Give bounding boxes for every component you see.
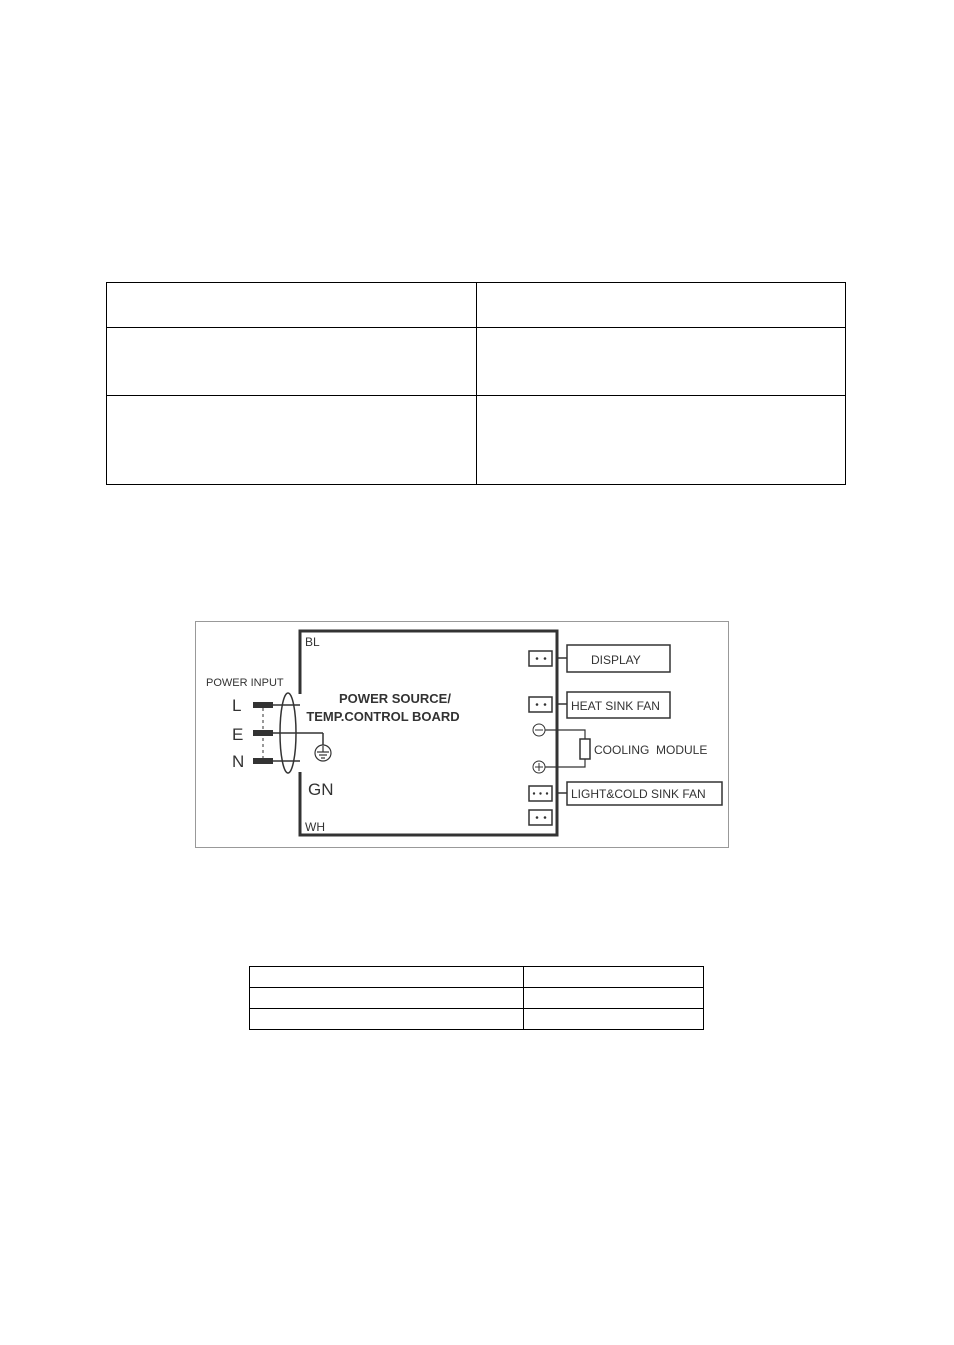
power-input-label: POWER INPUT [206,677,284,689]
table-cell [250,988,524,1009]
board-label-line1: POWER SOURCE/ [339,691,451,706]
terminal-l-pin [253,702,273,708]
wiring-diagram [195,621,729,848]
light-cold-fan-connector-icon [529,786,552,801]
table-cell [524,1009,704,1030]
table-cell [524,988,704,1009]
table-cell [250,967,524,988]
table-cell [476,328,846,396]
spec-table-lower [249,966,704,1030]
terminal-n-pin [253,758,273,764]
table-cell [524,967,704,988]
table-row [250,967,704,988]
cooling-module-label: COOLING MODULE [594,743,708,757]
table-cell [107,283,477,328]
terminal-l-label: L [232,696,242,715]
table-cell [107,396,477,485]
plus-terminal-icon [533,761,545,773]
table-row [250,988,704,1009]
terminal-e-label: E [232,725,244,744]
terminal-n-label: N [232,752,245,771]
display-connector-icon [529,651,552,666]
table-row [250,1009,704,1030]
table-cell [250,1009,524,1030]
spare-connector-icon [529,810,552,825]
wire-wh-label: WH [305,820,325,834]
light-cold-fan-label: LIGHT&COLD SINK FAN [571,787,706,801]
table-row [107,283,846,328]
ground-label: GN [308,780,334,799]
table-cell [476,396,846,485]
spec-table-upper [106,282,846,485]
wire-bl-label: BL [305,635,320,649]
table-cell [476,283,846,328]
heat-sink-fan-label: HEAT SINK FAN [571,699,660,713]
display-label: DISPLAY [591,653,641,667]
table-row [107,396,846,485]
table-cell [107,328,477,396]
cooling-module-element [580,739,590,759]
table-row [107,328,846,396]
minus-terminal-icon [533,724,545,736]
board-label-line2: TEMP.CONTROL BOARD [306,709,460,724]
heat-sink-fan-connector-icon [529,697,552,712]
